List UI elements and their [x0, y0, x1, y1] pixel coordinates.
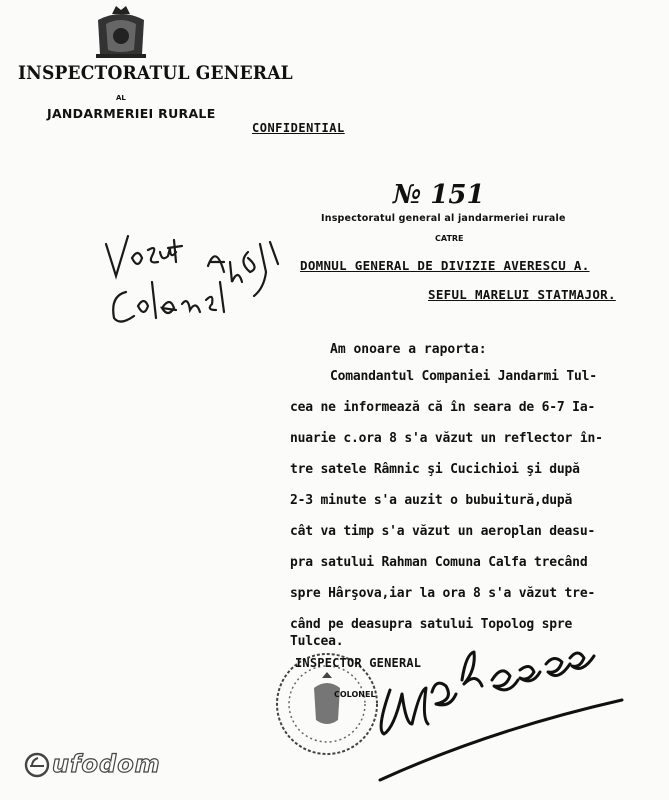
- body-line: tre satele Râmnic şi Cucichioi şi după: [290, 462, 580, 477]
- body-line: Comandantul Companiei Jandarmi Tul-: [330, 369, 597, 384]
- classification-label: CONFIDENTIAL: [252, 121, 345, 135]
- body-line: când pe deasupra satului Topolog spre: [290, 617, 573, 632]
- watermark-logo-icon: [24, 752, 52, 778]
- body-line: cât va timp s'a văzut un aeroplan deasu-: [290, 524, 596, 539]
- body-line: spre Hârşova,iar la ora 8 s'a văzut tre-: [290, 586, 596, 601]
- body-line: cea ne informează că în seara de 6-7 Ia-: [290, 400, 596, 415]
- issuer-line: Inspectoratul general al jandarmeriei rurale: [321, 213, 566, 224]
- document-number: № 151: [393, 180, 485, 210]
- watermark-text: ufodom: [52, 750, 161, 778]
- institution-subtitle: JANDARMERIEI RURALE: [47, 106, 216, 121]
- addressee-line-1: DOMNUL GENERAL DE DIVIZIE AVERESCU A.: [300, 258, 590, 273]
- body-line: nuarie c.ora 8 s'a văzut un reflector în-: [290, 431, 603, 446]
- body-line: Tulcea.: [290, 634, 344, 649]
- handwritten-annotation: [98, 222, 288, 332]
- institution-connector: AL: [116, 94, 126, 102]
- handwritten-signature: [370, 640, 630, 790]
- body-line: pra satului Rahman Comuna Calfa trecând: [290, 555, 588, 570]
- signer-rank: COLONEL: [334, 690, 376, 699]
- institution-title: INSPECTORATUL GENERAL: [18, 62, 293, 84]
- to-label: CATRE: [435, 234, 464, 243]
- coat-of-arms-icon: [92, 2, 150, 60]
- addressee-line-2: SEFUL MARELUI STATMAJOR.: [428, 287, 616, 302]
- body-line: 2-3 minute s'a auzit o bubuitură,după: [290, 493, 573, 508]
- signer-title: INSPECTOR GENERAL: [295, 656, 422, 670]
- greeting-line: Am onoare a raporta:: [330, 342, 487, 357]
